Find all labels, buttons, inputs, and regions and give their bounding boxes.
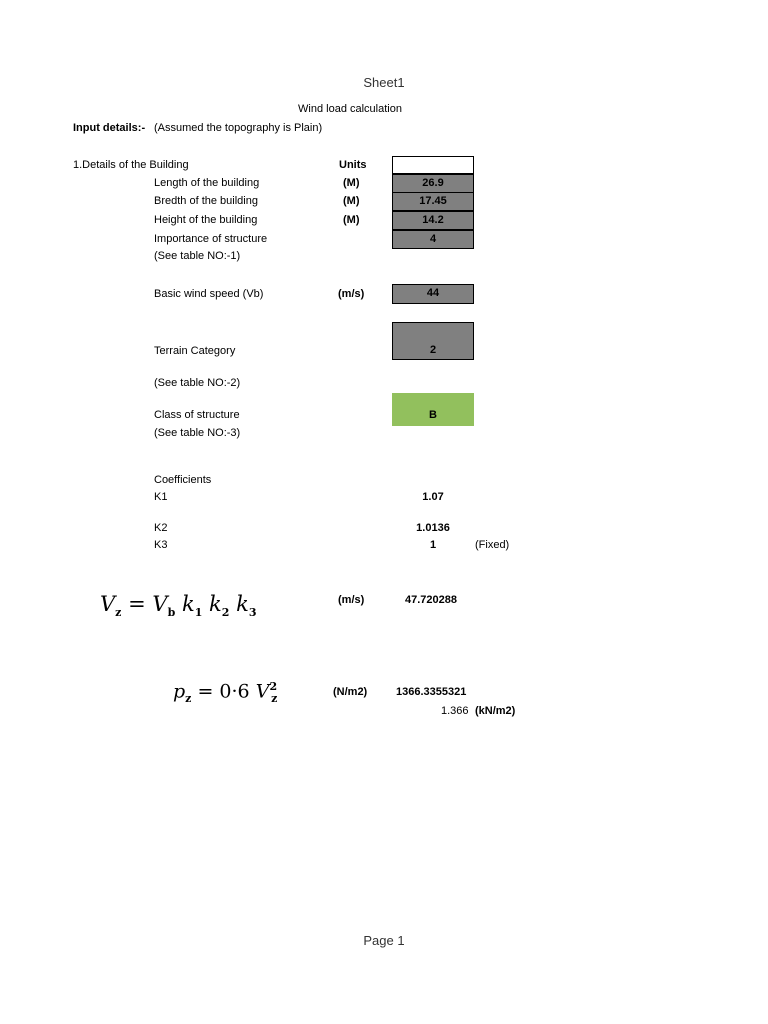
importance-value-cell[interactable]: 4	[392, 230, 474, 249]
basic-wind-speed-label: Basic wind speed (Vb)	[154, 288, 264, 300]
pz-formula-image: $p_z = 0\cdot 6$ $V^2_z$	[173, 680, 278, 706]
vz-unit: (m/s)	[338, 594, 365, 606]
terrain-category-label: Terrain Category	[154, 345, 236, 357]
k2-value: 1.0136	[416, 522, 450, 534]
page-number: Page 1	[363, 933, 405, 948]
units-header-cell[interactable]	[392, 156, 474, 174]
sheet-title: Sheet1	[363, 75, 405, 90]
basic-wind-speed-unit: (m/s)	[338, 288, 365, 300]
units-header: Units	[339, 159, 367, 171]
k2-label: K2	[154, 522, 168, 534]
pz-unit: (N/m2)	[333, 686, 368, 698]
length-label: Length of the building	[154, 177, 260, 189]
pz-value: 1366.3355321	[396, 686, 467, 698]
breadth-value-cell[interactable]: 17.45	[392, 192, 474, 211]
pz-kn-unit: (kN/m2)	[475, 705, 516, 717]
importance-table-ref: (See table NO:-1)	[154, 250, 241, 262]
class-of-structure-label: Class of structure	[154, 409, 240, 421]
k1-label: K1	[154, 491, 168, 503]
k3-value: 1	[429, 539, 437, 551]
basic-wind-speed-cell[interactable]: 44	[392, 284, 474, 304]
length-value-cell[interactable]: 26.9	[392, 174, 474, 193]
breadth-unit: (M)	[343, 195, 360, 207]
vz-value: 47.720288	[405, 594, 457, 606]
importance-label: Importance of structure	[154, 233, 268, 245]
vz-formula-image: $V_z = V_b$ $k_1$ $k_2$ $k_3$	[100, 592, 257, 620]
height-value-cell[interactable]: 14.2	[392, 211, 474, 230]
k1-value: 1.07	[422, 491, 444, 503]
height-unit: (M)	[343, 214, 360, 226]
k3-label: K3	[154, 539, 168, 551]
pz-kn-value: 1.366	[441, 705, 469, 717]
k3-fixed-note: (Fixed)	[475, 539, 510, 551]
terrain-table-ref: (See table NO:-2)	[154, 377, 241, 389]
breadth-label: Bredth of the building	[154, 195, 258, 207]
topography-note: (Assumed the topography is Plain)	[154, 122, 323, 134]
input-details-label: Input details:-	[73, 122, 146, 134]
terrain-category-cell[interactable]: 2	[392, 322, 474, 360]
class-table-ref: (See table NO:-3)	[154, 427, 241, 439]
class-of-structure-cell[interactable]: B	[392, 393, 474, 426]
coefficients-header: Coefficients	[154, 474, 212, 486]
length-unit: (M)	[343, 177, 360, 189]
height-label: Height of the building	[154, 214, 258, 226]
document-title: Wind load calculation	[298, 103, 402, 115]
building-section-label: 1.Details of the Building	[73, 159, 189, 171]
